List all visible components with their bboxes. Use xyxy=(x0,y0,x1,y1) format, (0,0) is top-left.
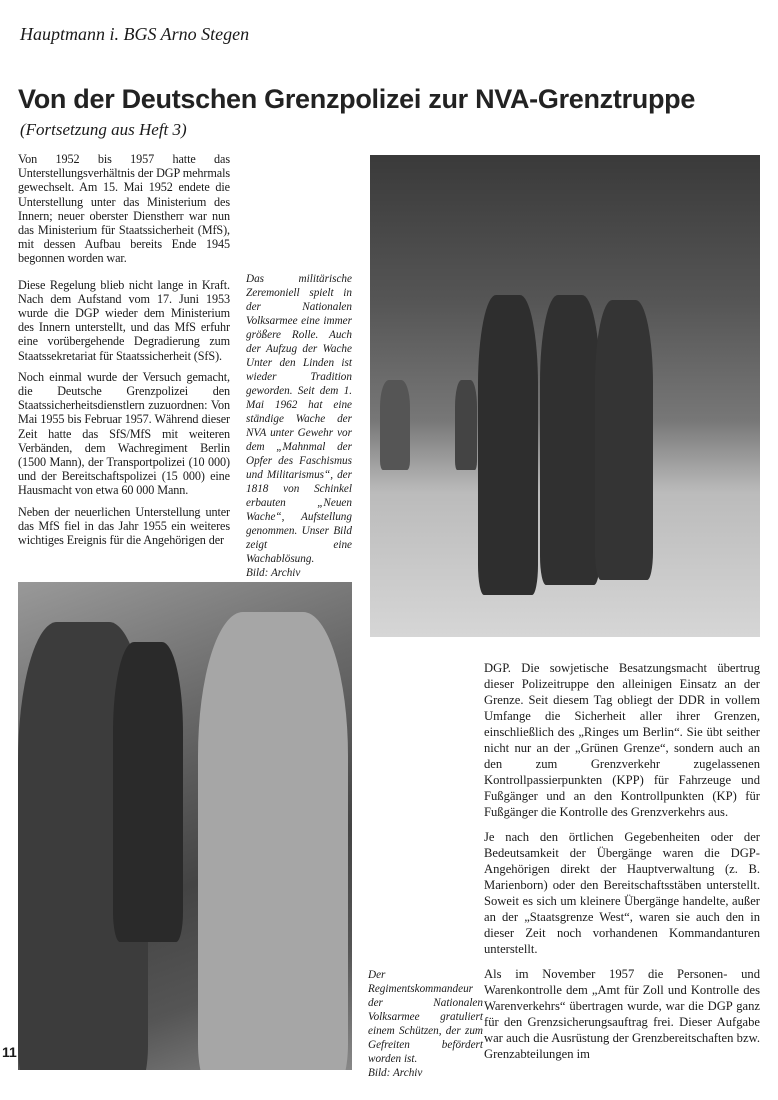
paragraph: DGP. Die sowjetische Besatzungsmacht übertrug dieser Polizeitruppe den alleinigen Einsatz an der Grenze. Seit diesem Tag obliegt der DDR in vollem Umfange die Sicherheit aller ihrer Grenzen, einschließlich des „Ringes um Berlin“. Sie übt seither nicht nur an der „Grünen Grenze“, sondern auch an den zum Grenzverkehr zugelassenen Kontrollpassierpunkten (KPP) für Fahrzeuge und Fußgänger und an den Kontrollpunkten (KP) für Fußgänger die Kontrolle des Grenzverkehrs aus. xyxy=(484,661,760,819)
caption-promotion xyxy=(368,968,483,1080)
paragraph: Diese Regelung blieb nicht lange in Kraft. Nach dem Aufstand vom 17. Juni 1953 wurde die DGP wieder dem Ministerium des Innern unterstellt, und das MfS erfuhr eine vorübergehende Degradierung zum Staatssekretariat für Staatssicherheit (SfS). xyxy=(18,277,230,363)
photo-guard-parade xyxy=(370,155,760,637)
paragraph: Je nach den örtlichen Gegebenheiten oder der Bedeutsamkeit der Übergänge waren die DGP-Angehörigen direkt der Hauptverwaltung (z. B. Marienborn) oder den Bereitschaftsstäben unterstellt. Soweit es sich um kleinere Übergänge handelte, außer an der „Staatsgrenze West“, waren sie auch den in dieser Zeit noch vorhandenen Kommandanturen unterstellt. xyxy=(484,830,760,956)
paragraph: Neben der neuerlichen Unterstellung unter das MfS fiel in das Jahr 1955 ein weiteres wichtiges Ereignis für die Angehörigen der xyxy=(18,504,230,548)
article-title: Von der Deutschen Grenzpolizei zur NVA-Grenztruppe xyxy=(18,84,696,114)
photo-promotion xyxy=(18,582,352,1070)
paragraph: Noch einmal wurde der Versuch gemacht, die Deutsche Grenzpolizei den Staatssicherheitsdienstlern zuzuordnen: Von Mai 1955 bis Februar 1957. Während dieser Zeit hatte das SfS/MfS mit weiteren Verbänden, dem Wachregiment Berlin (1500 Mann), der Transportpolizei (10 000) und der Bereitschaftspolizei (15 000) eine Hausmacht von etwa 60 000 Mann. xyxy=(18,369,230,498)
paragraph: Von 1952 bis 1957 hatte das Unterstellungsverhältnis der DGP mehrmals gewechselt. Am 15. Mai 1952 endete die Unterstellung unter das Ministerium des Innern; neuer oberster Dienstherr war nun das Ministerium für Staatssicherheit (MfS), mit dessen Aufbau bereits Ende 1945 begonnen worden war. xyxy=(18,152,230,266)
body-column-left xyxy=(18,152,230,554)
caption-guard-ceremony xyxy=(246,272,352,580)
body-column-right xyxy=(484,660,760,1071)
page-number: 11 xyxy=(2,1044,17,1060)
photo-credit: Bild: Archiv xyxy=(368,1067,423,1079)
paragraph: Als im November 1957 die Personen- und Warenkontrolle dem „Amt für Zoll und Kontrolle des Warenverkehrs“ übertragen wurde, war die DGP ganz für den Grenzsicherungsauftrag frei. Dieser Aufgabe war auch die Ausrüstung der Grenzbereitschaften bzw. Grenzabteilungen im xyxy=(484,967,760,1061)
caption-text: Der Regimentskommandeur der Nationalen Volksarmee gratuliert einem Schützen, der zum Gefreiten befördert worden ist. xyxy=(368,969,483,1065)
article-subtitle: (Fortsetzung aus Heft 3) xyxy=(20,120,187,139)
author-line: Hauptmann i. BGS Arno Stegen xyxy=(20,24,250,44)
caption-text: Das militärische Zeremoniell spielt in der Nationalen Volksarmee eine immer größere Rolle. Auch der Aufzug der Wache Unter den Linden ist wieder Tradition geworden. Seit dem 1. Mai 1962 hat eine ständige Wache der NVA unter Gewehr vor dem „Mahnmal der Opfer des Faschismus und Militarismus“, der 1818 von Schinkel erbauten „Neuen Wache“, Aufstellung genommen. Unser Bild zeigt eine Wachablösung. xyxy=(246,273,352,565)
photo-credit: Bild: Archiv xyxy=(246,567,301,579)
